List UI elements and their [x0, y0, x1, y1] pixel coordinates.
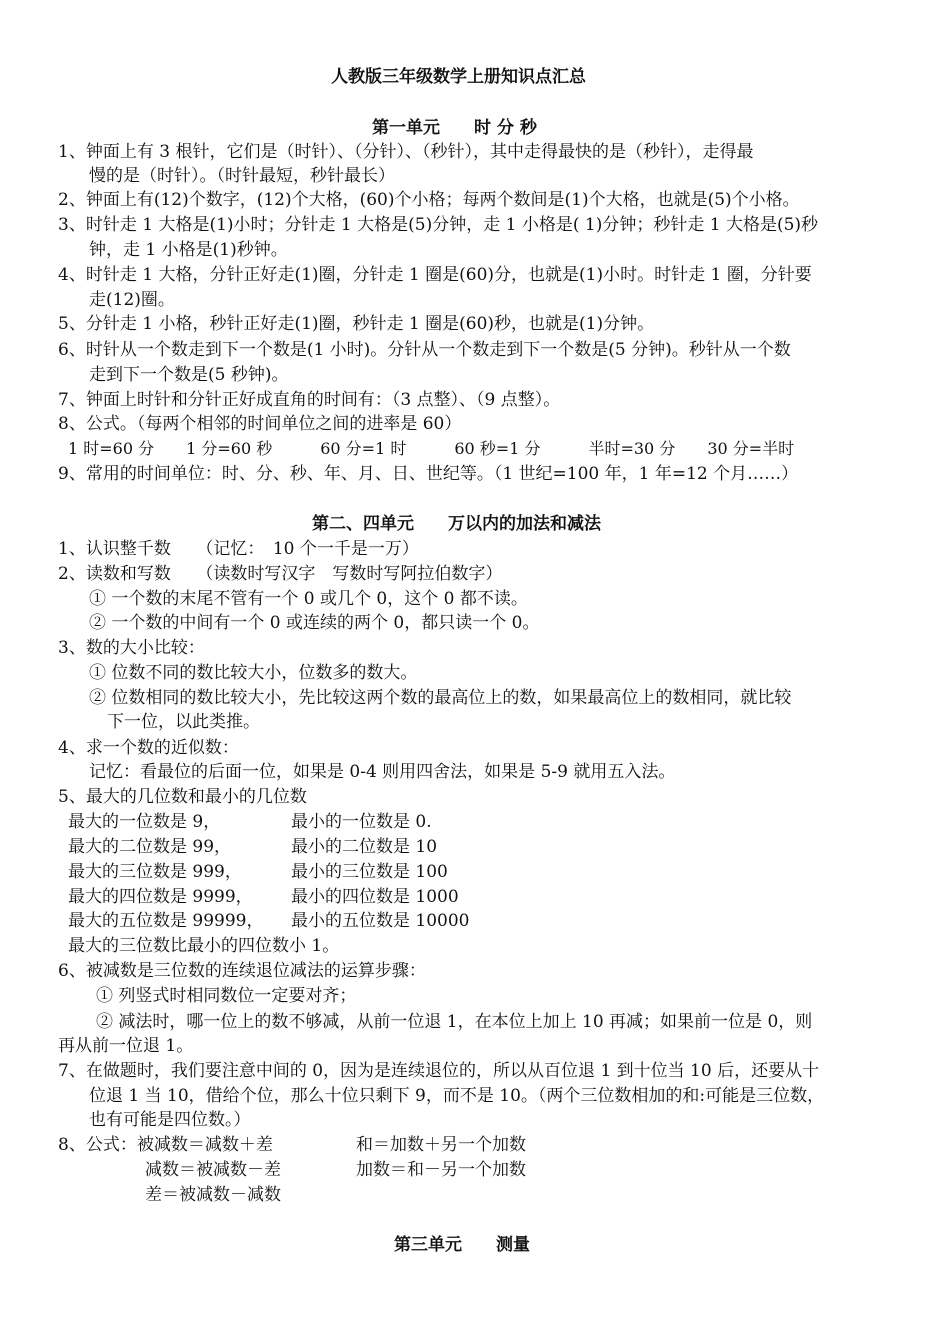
unit3-heading: 第三单元 测量 — [394, 1235, 530, 1255]
unit2-heading: 第二、四单元 万以内的加法和减法 — [312, 514, 601, 534]
min-digit-line: 最小的四位数是 1000 — [291, 887, 459, 907]
unit2-line: ① 列竖式时相同数位一定要对齐； — [96, 986, 357, 1006]
unit2-line: ② 一个数的中间有一个 0 或连续的两个 0，都只读一个 0。 — [89, 613, 540, 633]
min-digit-line: 最小的五位数是 10000 — [291, 911, 470, 931]
unit1-line: 3、时针走 1 大格是(1)小时；分针走 1 大格是(5)分钟，走 1 小格是( 1)分钟；秒针走 1 大格是(5)秒 — [58, 215, 819, 235]
unit1-line: 慢的是（时针）。（时针最短，秒针最长） — [89, 166, 395, 186]
unit1-line: 走(12)圈。 — [89, 290, 175, 310]
unit2-line: 最大的三位数比最小的四位数小 1。 — [68, 936, 340, 956]
unit1-line: 走到下一个数是(5 秒钟)。 — [89, 365, 289, 385]
formula-line: 减数＝被减数－差 — [145, 1160, 281, 1180]
unit2-line: ② 减法时，哪一位上的数不够减，从前一位退 1，在本位上加上 10 再减；如果前一位是 0，则 — [96, 1012, 813, 1032]
unit1-line: 7、钟面上时针和分针正好成直角的时间有：（3 点整）、（9 点整）。 — [58, 390, 561, 410]
unit1-line: 6、时针从一个数走到下一个数是(1 小时)。分针从一个数走到下一个数是(5 分钟)。秒针从一个数 — [58, 340, 791, 360]
max-digit-line: 最大的二位数是 99， — [68, 837, 232, 857]
max-digit-line: 最大的一位数是 9， — [68, 812, 221, 832]
unit1-line: 5、分针走 1 小格，秒针正好走(1)圈，秒针走 1 圈是(60)秒，也就是(1)分钟。 — [58, 314, 655, 334]
min-digit-line: 最小的三位数是 100 — [291, 862, 448, 882]
unit2-line: 位退 1 当 10，借给个位，那么十位只剩下 9，而不是 10。（两个三位数相加的和:可能是三位数， — [89, 1086, 825, 1106]
unit2-line: 1、认识整千数 （记忆： 10 个一千是一万） — [58, 539, 419, 559]
unit1-formula-line: 1 时=60 分 1 分=60 秒 60 分=1 时 60 秒=1 分 半时=30 分 30 分=半时 — [68, 439, 795, 458]
unit2-line: ② 位数相同的数比较大小，先比较这两个数的最高位上的数，如果最高位上的数相同，就比较 — [89, 688, 792, 708]
unit1-line: 1、钟面上有 3 根针，它们是（时针）、（分针）、（秒针），其中走得最快的是（秒针），走得最 — [58, 142, 754, 162]
unit2-line: 3、数的大小比较： — [58, 638, 205, 658]
unit1-line: 钟，走 1 小格是(1)秒钟。 — [89, 240, 288, 260]
min-digit-line: 最小的二位数是 10 — [291, 837, 438, 857]
unit2-line: ① 位数不同的数比较大小，位数多的数大。 — [89, 663, 418, 683]
formula-line: 8、公式：被减数＝减数＋差 — [58, 1135, 273, 1155]
unit2-line: 5、最大的几位数和最小的几位数 — [58, 787, 307, 807]
min-digit-line: 最小的一位数是 0. — [291, 812, 432, 832]
unit2-line: 4、求一个数的近似数： — [58, 738, 239, 758]
unit2-line: 再从前一位退 1。 — [58, 1036, 194, 1056]
unit1-heading: 第一单元 时 分 秒 — [372, 118, 537, 138]
unit2-line: 也有可能是四位数。） — [89, 1110, 251, 1130]
formula-line: 加数＝和－另一个加数 — [356, 1160, 526, 1180]
formula-line: 差＝被减数－减数 — [145, 1185, 281, 1205]
unit2-line: 7、在做题时，我们要注意中间的 0，因为是连续退位的，所以从百位退 1 到十位当 10 后，还要从十 — [58, 1061, 820, 1081]
unit1-line: 4、时针走 1 大格，分针正好走(1)圈，分针走 1 圈是(60)分，也就是(1)小时。时针走 1 圈，分针要 — [58, 265, 812, 285]
unit2-line: 记忆：看最位的后面一位，如果是 0-4 则用四舍法，如果是 5-9 就用五入法。 — [89, 762, 676, 782]
unit2-line: 2、读数和写数 （读数时写汉字 写数时写阿拉伯数字） — [58, 564, 503, 584]
max-digit-line: 最大的三位数是 999， — [68, 862, 242, 882]
unit2-line: 下一位，以此类推。 — [107, 712, 260, 732]
max-digit-line: 最大的四位数是 9999， — [68, 887, 253, 907]
unit1-line: 2、钟面上有(12)个数字，(12)个大格，(60)个小格；每两个数间是(1)个大格，也就是(5)个小格。 — [58, 190, 800, 210]
unit1-line: 8、公式。（每两个相邻的时间单位之间的进率是 60） — [58, 414, 462, 434]
unit1-line: 9、常用的时间单位：时、分、秒、年、月、日、世纪等。（1 世纪=100 年，1 年=12 个月……） — [58, 464, 799, 484]
unit2-line: 6、被减数是三位数的连续退位减法的运算步骤： — [58, 961, 426, 981]
max-digit-line: 最大的五位数是 99999， — [68, 911, 264, 931]
page-title: 人教版三年级数学上册知识点汇总 — [331, 67, 586, 87]
unit2-line: ① 一个数的末尾不管有一个 0 或几个 0，这个 0 都不读。 — [89, 589, 528, 609]
formula-line: 和＝加数＋另一个加数 — [356, 1135, 526, 1155]
